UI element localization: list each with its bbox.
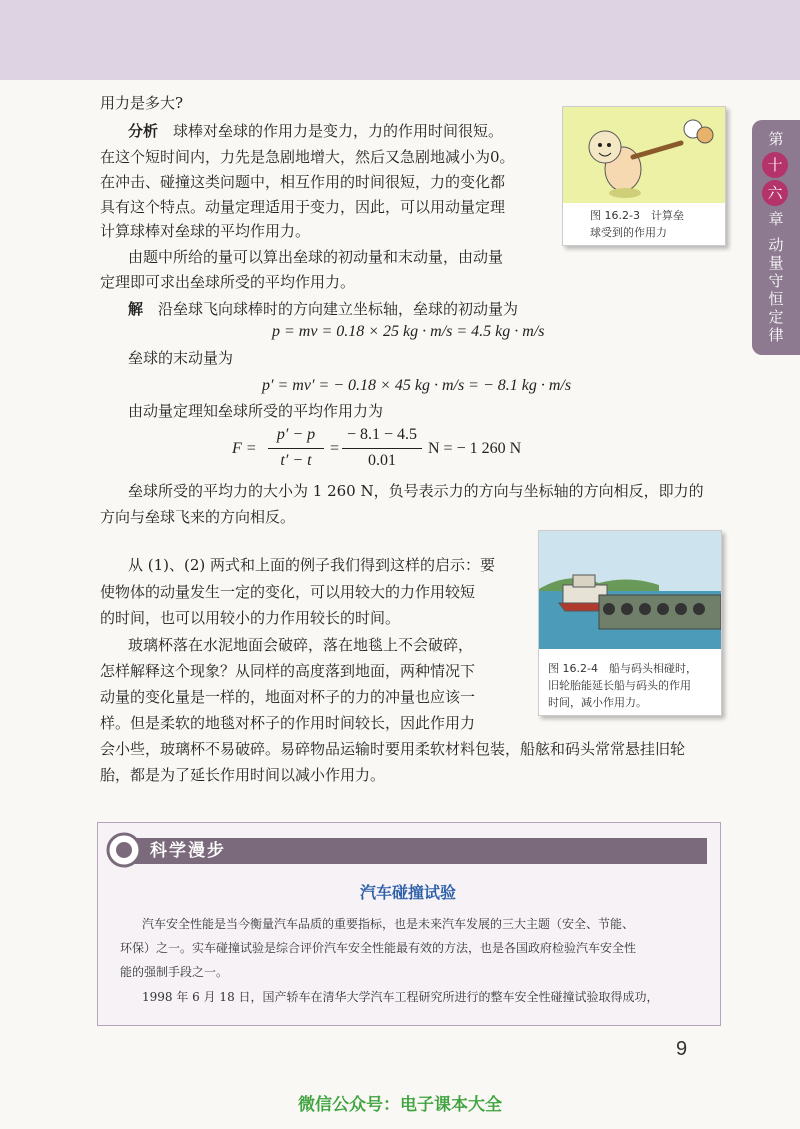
chapter-title: 动量守恒定律 [768,236,784,344]
text-line: 具有这个特点。动量定理适用于变力，因此，可以用动量定理 [100,198,506,216]
text-line: 玻璃杯落在水泥地面会破碎，落在地毯上不会破碎， [128,636,474,654]
box-text-line: 汽车安全性能是当今衡量汽车品质的重要指标，也是未来汽车发展的三大主题（安全、节能、 [142,917,635,931]
solution-line [128,298,518,320]
fraction-denominator-2: 0.01 [368,452,396,469]
baseball-cartoon-illustration [563,107,725,203]
analysis-label: 分析 [128,122,159,140]
fraction-numerator-1: p′ − p [276,426,316,443]
text-line: 垒球的末动量为 [128,349,234,367]
text-line: 从 (1)、(2) 两式和上面的例子我们得到这样的启示：要 [128,556,496,574]
science-walk-heading: 汽车碰撞试验 [359,883,456,902]
text-line: 用力是多大? [100,94,184,112]
fraction-denominator-1: t′ − t [280,452,312,469]
chapter-number-2: 六 [762,180,788,206]
page-number: 9 [676,1038,688,1060]
chapter-prefix: 第 [768,130,784,148]
solution-label: 解 [128,300,144,318]
equation-initial-momentum: p = mv = 0.18 × 25 kg · m/s = 4.5 kg · m/s [272,323,545,340]
box-text-line: 1998 年 6 月 18 日，国产轿车在清华大学汽车工程研究所进行的整车安全性碰撞试验取得成功， [142,990,659,1004]
figure-16-2-4-caption-line3: 时间，减小作用力。 [548,696,647,709]
text-line: 方向与垒球飞来的方向相反。 [100,508,296,526]
equation-equals: = [330,440,340,457]
footer-watermark: 微信公众号：电子课本大全 [298,1095,502,1115]
chapter-number-1: 十 [762,152,788,178]
ship-dock-illustration [539,531,721,649]
analysis-line [128,120,503,142]
text-line: 的时间，也可以用较小的力作用较长的时间。 [100,609,401,627]
top-band [0,0,800,80]
figure-16-2-4-caption-line2: 旧轮胎能延长船与码头的作用 [548,679,691,692]
equation-rhs: N = − 1 260 N [428,440,522,457]
text-line: 定理即可求出垒球所受的平均作用力。 [100,273,356,291]
chapter-suffix: 章 [768,210,784,228]
fraction-bar-1 [268,448,324,449]
box-text-line: 能的强制手段之一。 [120,965,229,979]
text-line: 样。但是柔软的地毯对杯子的作用时间较长，因此作用力 [100,714,476,732]
figure-16-2-4-caption-line1: 图 16.2-4 船与码头相碰时， [548,662,697,675]
text-line: 使物体的动量发生一定的变化，可以用较大的力作用较短 [100,583,476,601]
equation-lhs: F = [232,440,257,457]
text-line: 在这个短时间内，力先是急剧地增大，然后又急剧地减小为0。 [100,148,515,166]
equation-final-momentum: p′ = mv′ = − 0.18 × 45 kg · m/s = − 8.1 kg · m/s [262,377,572,394]
text-line: 胎，都是为了延长作用时间以减小作用力。 [100,766,386,784]
swirl-icon [104,830,144,870]
text-line: 怎样解释这个现象？从同样的高度落到地面，两种情况下 [100,662,476,680]
text-line: 垒球所受的平均力的大小为 1 260 N，负号表示力的方向与坐标轴的方向相反，即力的 [128,482,704,500]
analysis-text: 球棒对垒球的作用力是变力，力的作用时间很短。 [173,122,504,140]
figure-16-2-3-caption-line1: 图 16.2-3 计算垒 [590,209,684,222]
text-line: 由题中所给的量可以算出垒球的初动量和末动量，由动量 [128,248,504,266]
solution-text: 沿垒球飞向球棒时的方向建立坐标轴，垒球的初动量为 [158,300,519,318]
box-text-line: 环保）之一。实车碰撞试验是综合评价汽车安全性能最有效的方法，也是各国政府检验汽车安全性 [120,941,637,955]
text-line: 由动量定理知垒球所受的平均作用力为 [128,402,384,420]
fraction-numerator-2: − 8.1 − 4.5 [346,426,418,443]
text-line: 会小些，玻璃杯不易破碎。易碎物品运输时要用柔软材料包装，船舷和码头常常悬挂旧轮 [100,740,686,758]
text-line: 计算球棒对垒球的平均作用力。 [100,222,311,240]
text-line: 动量的变化量是一样的，地面对杯子的力的冲量也应该一 [100,688,476,706]
figure-16-2-3-caption-line2: 球受到的作用力 [590,226,667,239]
text-line: 在冲击、碰撞这类问题中，相互作用的时间很短，力的变化都 [100,173,506,191]
science-walk-tag: 科学漫步 [150,841,226,861]
fraction-bar-2 [342,448,422,449]
